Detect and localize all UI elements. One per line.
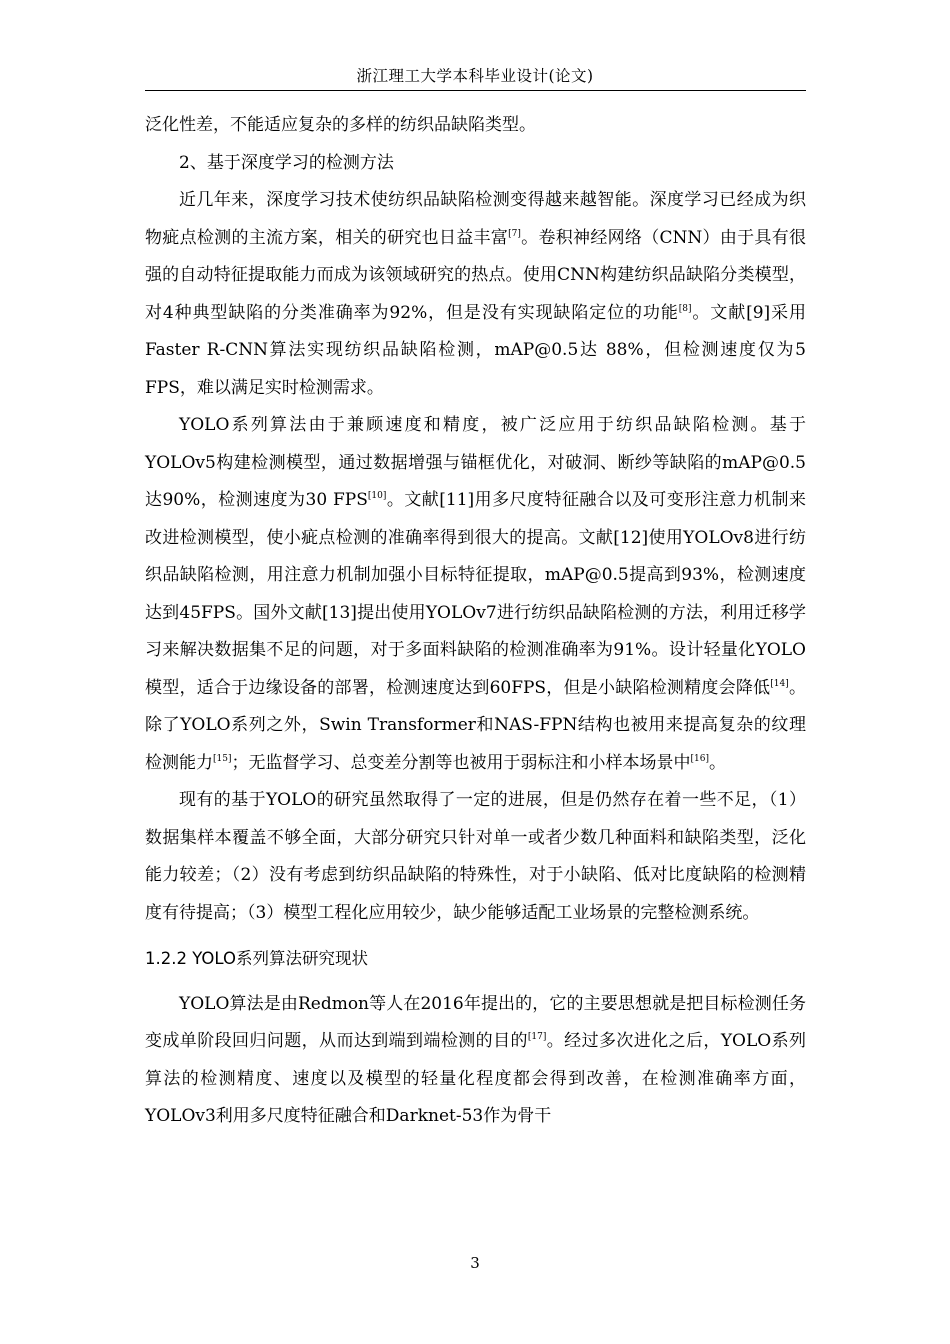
text-run: 。经过多次进化之后，YOLO系列算法的检测精度、速度以及模型的轻量化程度都会得到改善，在检测准确率方面，YOLOv3利用多尺度特征融合和Darknet-53作为骨干: [145, 1031, 807, 1126]
text-run: YOLO算法是由Redmon等人在2016年提出的，它的主要思想就是把目标检测任务变成单阶段回归问题，从而达到端到端检测的目的: [145, 993, 806, 1051]
section-heading-1-2-2: 1.2.2 YOLO系列算法研究现状: [145, 949, 368, 968]
text-run: 。文献[9]采用Faster R-CNN算法实现纺织品缺陷检测，mAP@0.5达 88%，但检测速度仅为5 FPS，难以满足实时检测需求。: [145, 302, 806, 398]
paragraph-deep-learning: [145, 182, 806, 407]
text-run: ；无监督学习、总变差分割等也被用于弱标注和小样本场景中: [231, 752, 691, 773]
paragraph-continuation: 泛化性差，不能适应复杂的多样的纺织品缺陷类型。: [145, 115, 536, 135]
subheading-deep-learning: 2、基于深度学习的检测方法: [179, 152, 394, 173]
citation-17: [17]: [527, 1032, 547, 1042]
body-text: [145, 107, 806, 1136]
citation-7: [7]: [508, 228, 521, 239]
paragraph-yolo-applications: [145, 407, 806, 782]
text-run: 。卷积神经网络（CNN）由于具有很强的自动特征提取能力而成为该领域研究的热点。使用CNN构建纺织品缺陷分类模型，对4种典型缺陷的分类准确率为92%，但是没有实现缺陷定位的功能: [145, 227, 807, 323]
text-run: 。除了YOLO系列之外，Swin Transformer和NAS-FPN结构也被用来提高复杂的纹理检测能力: [145, 677, 807, 773]
citation-8: [8]: [678, 303, 692, 314]
header-rule: [145, 90, 806, 91]
text-run: 近几年来，深度学习技术使纺织品缺陷检测变得越来越智能。深度学习已经成为织物疵点检测的主流方案，相关的研究也日益丰富: [145, 190, 806, 248]
paragraph-shortcomings: 现有的基于YOLO的研究虽然取得了一定的进展，但是仍然存在着一些不足，（1）数据集样本覆盖不够全面，大部分研究只针对单一或者少数几种面料和缺陷类型，泛化能力较差；（2）没有考虑到纺织品缺陷的特殊性，对于小缺陷、低对比度缺陷的检测精度有待提高；（3）模型工程化应用较少，缺少能够适配工业场景的完整检测系统。: [145, 790, 806, 923]
citation-16: [16]: [690, 753, 709, 764]
paragraph-yolo-history: [145, 986, 806, 1136]
page-header: 浙江理工大学本科毕业设计(论文): [356, 67, 594, 85]
text-run: YOLO系列算法由于兼顾速度和精度，被广泛应用于纺织品缺陷检测。基于 YOLOv5构建检测模型，通过数据增强与锚框优化，对破洞、断纱等缺陷的mAP@0.5达90%，检测速度为30 FPS: [145, 415, 806, 510]
text-run: 。文献[11]用多尺度特征融合以及可变形注意力机制来改进检测模型，使小疵点检测的准确率得到很大的提高。文献[12]使用YOLOv8进行纺织品缺陷检测，用注意力机制加强小目标特征提取，mAP@0.5提高到93%，检测速度达到45FPS。国外文献[13]提出使用YOLOv7进行纺织品缺陷检测的方法，利用迁移学习来解决数据集不足的问题，对于多面料缺陷的检测准确率为91%。设计轻量化YOLO模型，适合于边缘设备的部署，检测速度达到60FPS，但是小缺陷检测精度会降低: [145, 490, 806, 698]
text-run: 。: [708, 752, 726, 773]
page-number: 3: [470, 1254, 480, 1272]
citation-15: [15]: [213, 753, 232, 764]
citation-14: [14]: [770, 678, 789, 689]
citation-10: [10]: [367, 491, 387, 501]
